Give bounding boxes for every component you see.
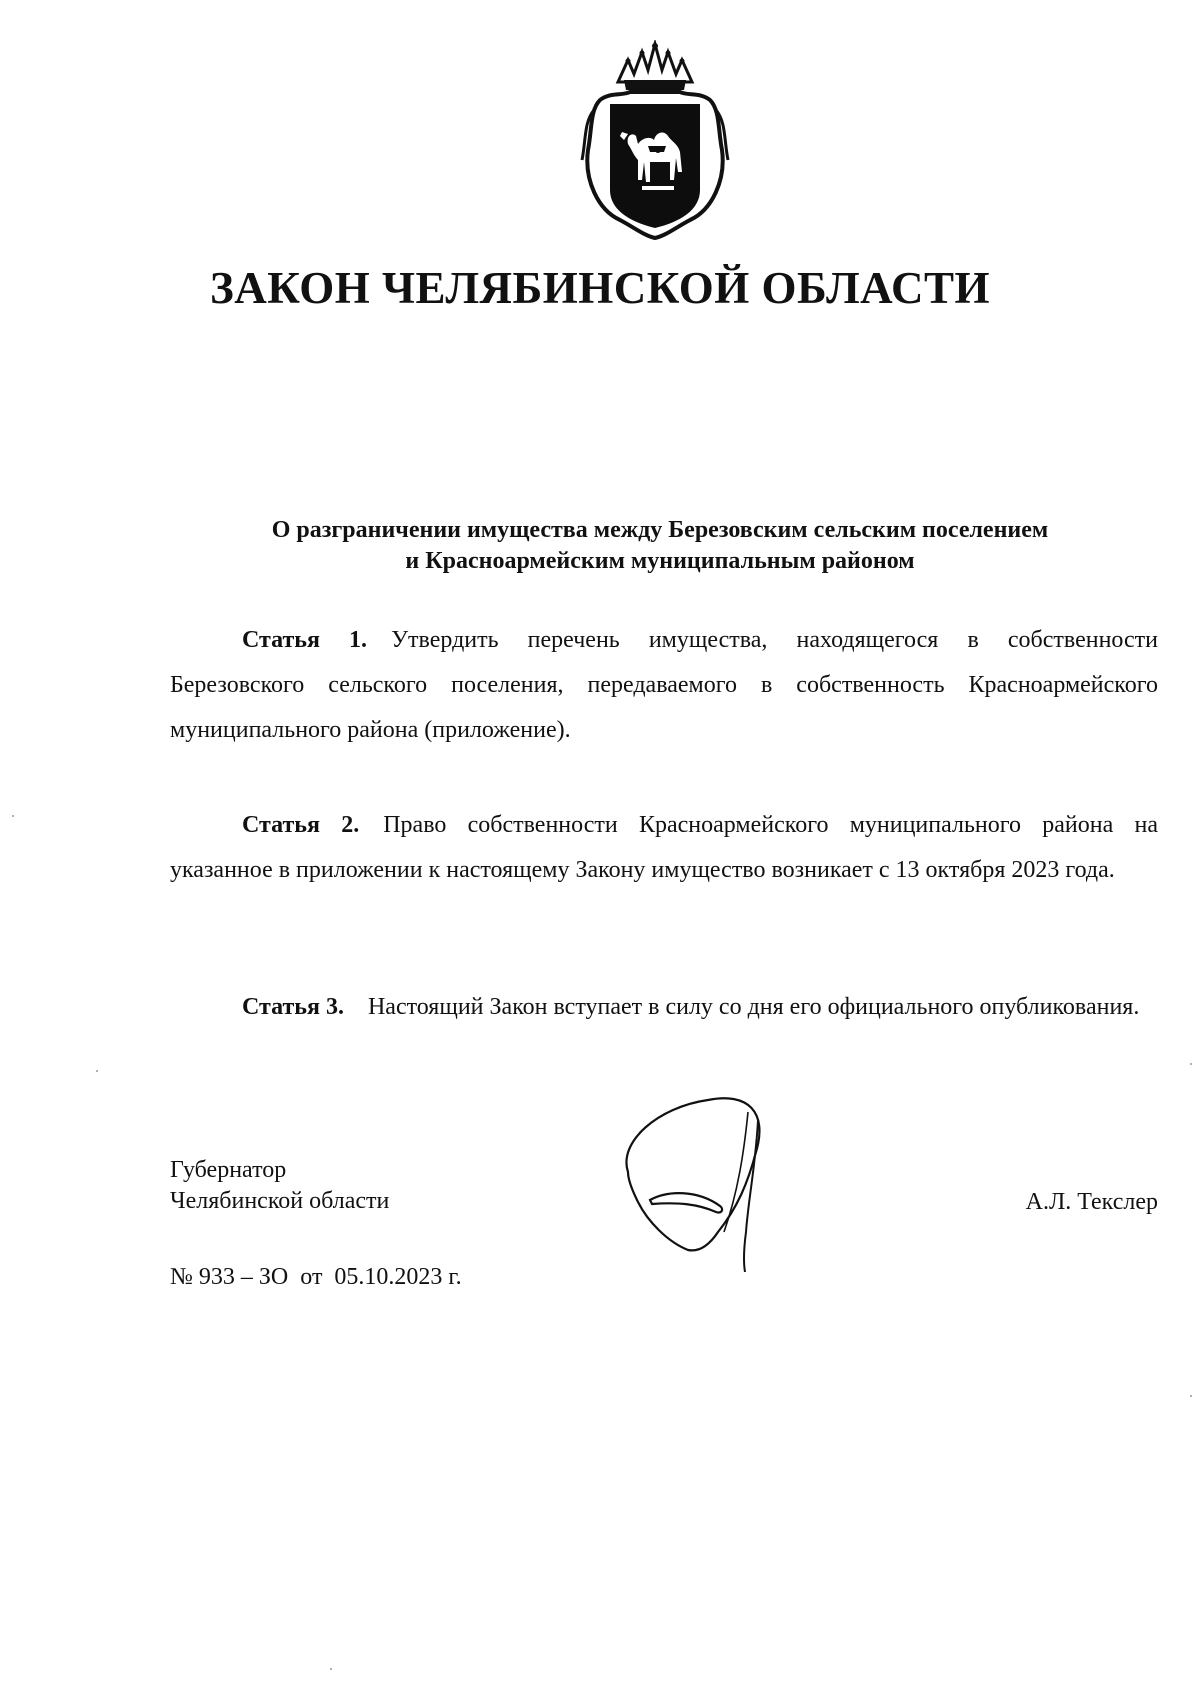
article-1 — [170, 618, 1158, 753]
signatory-title-line-1: Губернатор — [170, 1157, 287, 1183]
scan-speck — [1190, 1395, 1192, 1397]
scan-speck — [12, 815, 14, 817]
signatory-name: А.Л. Текслер — [1025, 1189, 1158, 1215]
scan-speck — [1190, 1063, 1192, 1065]
article-2-text: Право собственности Красноармейского муниципального района на указанное в приложении к настоящему Закону имущество возникает с 13 октября 2023 года. — [170, 812, 1158, 883]
handwritten-signature-icon — [598, 1072, 798, 1272]
article-3 — [170, 985, 1158, 1030]
article-2-label: Статья 2. — [242, 812, 360, 838]
scan-speck — [96, 1070, 98, 1072]
article-3-label: Статья 3. — [242, 994, 344, 1020]
signatory-title — [170, 1155, 389, 1217]
signatory-title-line-2: Челябинской области — [170, 1188, 390, 1214]
document-subtitle — [120, 515, 1200, 577]
coat-of-arms-icon — [580, 40, 730, 240]
article-3-text: Настоящий Закон вступает в силу со дня его официального опубликования. — [367, 994, 1140, 1020]
law-number-and-date: № 933 – ЗО от 05.10.2023 г. — [170, 1264, 462, 1290]
article-1-text: Утвердить перечень имущества, находящегося в собственности Березовского сельского поселения, передаваемого в собственность Красноармейского муниципального района (приложение). — [170, 627, 1158, 743]
subtitle-line-1: О разграничении имущества между Березовским сельским поселением — [271, 517, 1049, 543]
scan-speck — [330, 1668, 332, 1670]
document-heading: ЗАКОН ЧЕЛЯБИНСКОЙ ОБЛАСТИ — [210, 263, 990, 313]
article-2 — [170, 803, 1158, 893]
article-1-label: Статья 1. — [242, 627, 368, 653]
subtitle-line-2: и Красноармейским муниципальным районом — [405, 548, 915, 574]
